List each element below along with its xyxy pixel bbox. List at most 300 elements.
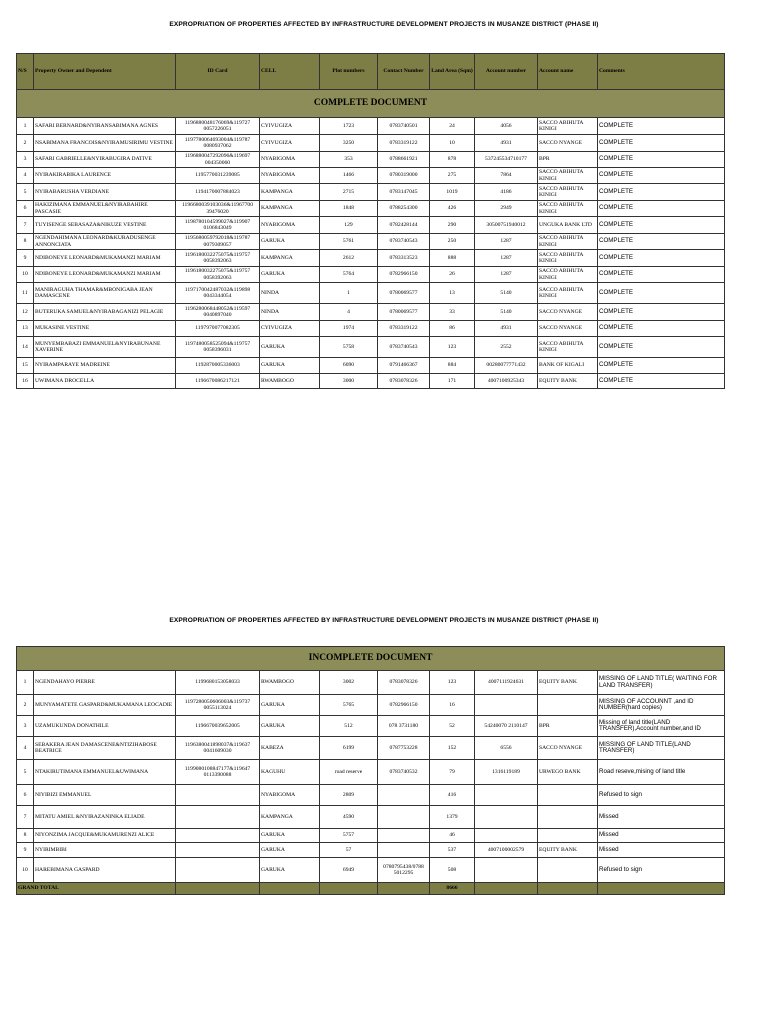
row-number: 9 — [17, 250, 34, 267]
id-card-cell: 1196680039103036&11967700 39476020 — [176, 201, 260, 217]
plot-number: 57 — [320, 843, 378, 858]
row-number: 2 — [17, 695, 34, 716]
header-comments: Comments — [598, 54, 725, 90]
comment-cell: COMPLETE — [598, 184, 725, 201]
row-number: 3 — [17, 716, 34, 737]
table-row — [17, 184, 725, 201]
account-number: 2949 — [475, 201, 538, 217]
contact-number — [378, 829, 430, 843]
contact-number: 0791466367 — [378, 358, 430, 374]
contact-number: 0783740543 — [378, 337, 430, 358]
id-card-cell: 1197780064693004&119787 0080937062 — [176, 135, 260, 152]
grand-total-label: GRAND TOTAL — [17, 883, 176, 895]
header-account-name: Account name — [538, 54, 598, 90]
comment-cell: COMPLETE — [598, 168, 725, 184]
contact-number: 0783740532 — [378, 760, 430, 785]
plot-number: 1 — [320, 283, 378, 304]
account-number — [475, 829, 538, 843]
cell-name: CYIVUGIZA — [260, 135, 320, 152]
id-card-cell: 1197280050606003&119737 0055113024 — [176, 695, 260, 716]
table-row — [17, 843, 725, 858]
cell-name: GARUKA — [260, 267, 320, 283]
table-row — [17, 217, 725, 234]
table-row — [17, 695, 725, 716]
grand-total-empty — [598, 883, 725, 895]
row-number: 14 — [17, 337, 34, 358]
plot-number: 353 — [320, 152, 378, 168]
contact-number: 0780069577 — [378, 283, 430, 304]
contact-number — [378, 843, 430, 858]
table-row — [17, 304, 725, 321]
account-number: 30500751940012 — [475, 217, 538, 234]
owner-cell: HAREBIMANA GASPARD — [34, 858, 176, 883]
owner-cell: NGENDAHAYO PIERRE — [34, 671, 176, 695]
account-name — [538, 695, 598, 716]
account-number — [475, 806, 538, 829]
contact-number: 0783319122 — [378, 321, 430, 337]
land-area: 46 — [430, 829, 475, 843]
id-card-cell: 1199680153058033 — [176, 671, 260, 695]
account-name: SACCO ABIHUTA KINIGI — [538, 168, 598, 184]
comment-cell: MISSING OF LAND TITLE(LAND TRANSFER) — [598, 737, 725, 760]
comment-cell: Refused to sign — [598, 858, 725, 883]
land-area: 24 — [430, 118, 475, 135]
owner-cell: SAFARI BERNARD&NYIRANSABIMANA AGNES — [34, 118, 176, 135]
owner-cell: UZAMUKUNDA DONATHILE — [34, 716, 176, 737]
table-row — [17, 321, 725, 337]
contact-number: 0780319000 — [378, 168, 430, 184]
comment-cell: COMPLETE — [598, 135, 725, 152]
id-card-cell: 1197970077082305 — [176, 321, 260, 337]
contact-number: 0783147045 — [378, 184, 430, 201]
account-name: SACCO ABIHUTA KINIGI — [538, 118, 598, 135]
land-area: 508 — [430, 858, 475, 883]
owner-cell: HAKIZIMANA EMMANUEL&NYIRABAHIRE PASCASIE — [34, 201, 176, 217]
cell-name: GARUKA — [260, 716, 320, 737]
row-number: 2 — [17, 135, 34, 152]
row-number: 1 — [17, 671, 34, 695]
account-name: SACCO ABIHUTA KINIGI — [538, 283, 598, 304]
cell-name: RWAMBOGO — [260, 374, 320, 389]
table-row — [17, 168, 725, 184]
comment-cell: MISSING OF ACCOUNNT ,and ID NUMBER(hard copies) — [598, 695, 725, 716]
table-row — [17, 152, 725, 168]
cell-name: RWAMBOGO — [260, 671, 320, 695]
grand-total-row — [17, 883, 725, 895]
contact-number: 0780795438/0788 5012295 — [378, 858, 430, 883]
account-number: 00280077771432 — [475, 358, 538, 374]
land-area: 426 — [430, 201, 475, 217]
land-area: 171 — [430, 374, 475, 389]
table-row — [17, 337, 725, 358]
account-number: 4007100925343 — [475, 374, 538, 389]
plot-number: 1723 — [320, 118, 378, 135]
contact-number: 0782966150 — [378, 695, 430, 716]
account-name: EQUITY BANK — [538, 671, 598, 695]
table-row — [17, 358, 725, 374]
row-number: 7 — [17, 806, 34, 829]
header-id-card: ID Card — [176, 54, 260, 90]
grand-total-empty — [475, 883, 538, 895]
plot-number: 4 — [320, 304, 378, 321]
cell-name: GARUKA — [260, 358, 320, 374]
owner-cell: NYIRAMPARAYE MADREINE — [34, 358, 176, 374]
row-number: 3 — [17, 152, 34, 168]
grand-total-value: 8666 — [430, 883, 475, 895]
plot-number: 6199 — [320, 737, 378, 760]
table-row — [17, 858, 725, 883]
comment-cell: Missed — [598, 806, 725, 829]
cell-name: KAGUHU — [260, 760, 320, 785]
table-row — [17, 135, 725, 152]
comment-cell: COMPLETE — [598, 152, 725, 168]
account-number: 2552 — [475, 337, 538, 358]
cell-name: NYABIGOMA — [260, 168, 320, 184]
land-area: 13 — [430, 283, 475, 304]
id-card-cell: 1194170007884023 — [176, 184, 260, 201]
table-row — [17, 250, 725, 267]
plot-number: 512 — [320, 716, 378, 737]
account-name — [538, 785, 598, 806]
comment-cell: COMPLETE — [598, 304, 725, 321]
comment-cell: Missed — [598, 843, 725, 858]
land-area: 290 — [430, 217, 475, 234]
land-area: 275 — [430, 168, 475, 184]
owner-cell: SEBAKERA JEAN DAMASCENE&NTIZIHABOSE BEATRICE — [34, 737, 176, 760]
owner-cell: NYIRABARUSHA VERDIANE — [34, 184, 176, 201]
land-area: 16 — [430, 695, 475, 716]
land-area: 884 — [430, 358, 475, 374]
owner-cell: NGENDAHIMANA LEONARD&KURADUSENGE ANNONCIATA — [34, 234, 176, 250]
account-number: 4931 — [475, 321, 538, 337]
account-number: 537245534710177 — [475, 152, 538, 168]
section-banner-label: INCOMPLETE DOCUMENT — [17, 647, 725, 671]
cell-name: CYIVUGIZA — [260, 118, 320, 135]
table-row — [17, 671, 725, 695]
id-card-cell: 1196670039652005 — [176, 716, 260, 737]
complete-table — [16, 53, 725, 389]
cell-name: GARUKA — [260, 234, 320, 250]
account-name: SACCO ABIHUTA KINIGI — [538, 201, 598, 217]
id-card-cell: 1196180032275075&119757 0058392063 — [176, 250, 260, 267]
comment-cell: COMPLETE — [598, 321, 725, 337]
contact-number: 0783740543 — [378, 234, 430, 250]
id-card-cell: 1196880047292096&119697 004350060 — [176, 152, 260, 168]
table-row — [17, 737, 725, 760]
plot-number: 129 — [320, 217, 378, 234]
land-area: 123 — [430, 671, 475, 695]
document-title: EXPROPRIATION OF PROPERTIES AFFECTED BY INFRASTRUCTURE DEVELOPMENT PROJECTS IN MUSANZE DISTRICT (PHASE II) — [169, 21, 599, 28]
table-row — [17, 201, 725, 217]
account-name: URWEGO BANK — [538, 760, 598, 785]
plot-number: 5765 — [320, 695, 378, 716]
land-area: 152 — [430, 737, 475, 760]
account-number — [475, 695, 538, 716]
row-number: 11 — [17, 283, 34, 304]
header-account-number: Account number — [475, 54, 538, 90]
plot-number: 6090 — [320, 358, 378, 374]
row-number: 12 — [17, 304, 34, 321]
cell-name: KAMPANGA — [260, 184, 320, 201]
cell-name: GARUKA — [260, 829, 320, 843]
land-area: 888 — [430, 250, 475, 267]
id-card-cell: 1196880048176069&119727 0057226051 — [176, 118, 260, 135]
contact-number: 0783740501 — [378, 118, 430, 135]
cell-name: GARUKA — [260, 858, 320, 883]
land-area: 1379 — [430, 806, 475, 829]
row-number: 8 — [17, 234, 34, 250]
owner-cell: MANIRAGUHA THAMAR&MBONIGABA JEAN DAMASCENE — [34, 283, 176, 304]
cell-name: GARUKA — [260, 843, 320, 858]
plot-number: 5764 — [320, 267, 378, 283]
plot-number: 1466 — [320, 168, 378, 184]
account-number: 6556 — [475, 737, 538, 760]
owner-cell: BUTERUKA SAMUEL&NYIRABAGANIZI PELAGIE — [34, 304, 176, 321]
id-card-cell — [176, 806, 260, 829]
row-number: 4 — [17, 737, 34, 760]
section-banner-label: COMPLETE DOCUMENT — [17, 90, 725, 118]
plot-number: 1974 — [320, 321, 378, 337]
grand-total-empty — [260, 883, 320, 895]
row-number: 10 — [17, 267, 34, 283]
plot-number: 5758 — [320, 337, 378, 358]
comment-cell: COMPLETE — [598, 374, 725, 389]
id-card-cell: 1195680059792018&119787 0079309057 — [176, 234, 260, 250]
land-area: 26 — [430, 267, 475, 283]
land-area: 1019 — [430, 184, 475, 201]
comment-cell: COMPLETE — [598, 250, 725, 267]
comment-cell: COMPLETE — [598, 234, 725, 250]
header-area: Land Area (Sqm) — [430, 54, 475, 90]
account-number: 54240070 2110147 — [475, 716, 538, 737]
owner-cell: NDIBONEYE LEONARD&MUKAMANZI MARIAM — [34, 267, 176, 283]
account-number: 4186 — [475, 184, 538, 201]
account-name: BPR — [538, 716, 598, 737]
plot-number: 4590 — [320, 806, 378, 829]
cell-name: KAMPANGA — [260, 806, 320, 829]
id-card-cell: 1196280068448052&119597 0040897040 — [176, 304, 260, 321]
comment-cell: COMPLETE — [598, 283, 725, 304]
row-number: 1 — [17, 118, 34, 135]
owner-cell: MUNYAMATETE GASPARD&MUKAMANA LEOCADIE — [34, 695, 176, 716]
contact-number: 078 3731180 — [378, 716, 430, 737]
cell-name: NINDA — [260, 283, 320, 304]
account-number: 5140 — [475, 283, 538, 304]
plot-number: 6949 — [320, 858, 378, 883]
comment-cell: Road reseve,mising of land title — [598, 760, 725, 785]
plot-number: 2715 — [320, 184, 378, 201]
account-number: 1287 — [475, 250, 538, 267]
owner-cell: NIYONZIMA JACQUE&MUKAMURENZI ALICE — [34, 829, 176, 843]
comment-cell: COMPLETE — [598, 358, 725, 374]
cell-name: NYABIGOMA — [260, 217, 320, 234]
account-name: SACCO ABIHUTA KINIGI — [538, 267, 598, 283]
land-area: 878 — [430, 152, 475, 168]
header-ns: N/S — [17, 54, 34, 90]
table-row — [17, 716, 725, 737]
id-card-cell: 1196380041898037&119637 0041609030 — [176, 737, 260, 760]
account-name: SACCO NYANGE — [538, 304, 598, 321]
plot-number: 1848 — [320, 201, 378, 217]
land-area: 416 — [430, 785, 475, 806]
account-name: SACCO NYANGE — [538, 135, 598, 152]
row-number: 13 — [17, 321, 34, 337]
contact-number: 0783313523 — [378, 250, 430, 267]
comment-cell: COMPLETE — [598, 267, 725, 283]
section-banner — [17, 647, 725, 671]
grand-total-empty — [320, 883, 378, 895]
comment-cell: Missing of land title(LAND TRANSFER),Account number,and ID — [598, 716, 725, 737]
table-row — [17, 374, 725, 389]
account-name: SACCO ABIHUTA KINIGI — [538, 234, 598, 250]
account-name — [538, 829, 598, 843]
id-card-cell — [176, 785, 260, 806]
contact-number — [378, 806, 430, 829]
header-plot: Plot numbers — [320, 54, 378, 90]
cell-name: NINDA — [260, 304, 320, 321]
cell-name: GARUKA — [260, 695, 320, 716]
account-number: 4056 — [475, 118, 538, 135]
account-name: BANK OF KIGALI — [538, 358, 598, 374]
row-number: 10 — [17, 858, 34, 883]
grand-total-empty — [378, 883, 430, 895]
header-row — [17, 54, 725, 90]
plot-number: road reserve — [320, 760, 378, 785]
owner-cell: UWIMANA DROCELLA — [34, 374, 176, 389]
row-number: 15 — [17, 358, 34, 374]
document-title-2: EXPROPRIATION OF PROPERTIES AFFECTED BY INFRASTRUCTURE DEVELOPMENT PROJECTS IN MUSANZE DISTRICT (PHASE II) — [169, 617, 599, 624]
cell-name: CYIVUGIZA — [260, 321, 320, 337]
plot-number: 2612 — [320, 250, 378, 267]
owner-cell: NYIRAKIRABIKA LAURENCE — [34, 168, 176, 184]
account-number: 5140 — [475, 304, 538, 321]
table-row — [17, 760, 725, 785]
row-number: 9 — [17, 843, 34, 858]
row-number: 5 — [17, 184, 34, 201]
owner-cell: MITATU AMIEL &NYIRAZANINKA ELIADE — [34, 806, 176, 829]
plot-number: 3250 — [320, 135, 378, 152]
comment-cell: Missed — [598, 829, 725, 843]
comment-cell: COMPLETE — [598, 201, 725, 217]
comment-cell: COMPLETE — [598, 118, 725, 135]
header-cell: CELL — [260, 54, 320, 90]
owner-cell: TUYISENGE SEBASAZA&NIKUZE VESTINE — [34, 217, 176, 234]
section-banner — [17, 90, 725, 118]
owner-cell: MUKASINE VESTINE — [34, 321, 176, 337]
land-area: 86 — [430, 321, 475, 337]
land-area: 79 — [430, 760, 475, 785]
id-card-cell: 1196670086217121 — [176, 374, 260, 389]
table-row — [17, 118, 725, 135]
cell-name: KAMPANGA — [260, 201, 320, 217]
id-card-cell: 1197480058525094&119757 0058396031 — [176, 337, 260, 358]
owner-cell: SAFARI GABRIELLE&NYIRABUGIRA DATIVE — [34, 152, 176, 168]
id-card-cell: 1198780104599027&119907 0106843049 — [176, 217, 260, 234]
account-number: 1287 — [475, 234, 538, 250]
contact-number: 0787753228 — [378, 737, 430, 760]
cell-name: KAMPANGA — [260, 250, 320, 267]
account-name: UNGUKA BANK LTD — [538, 217, 598, 234]
grand-total-empty — [538, 883, 598, 895]
plot-number: 5761 — [320, 234, 378, 250]
table-row — [17, 283, 725, 304]
table-row — [17, 806, 725, 829]
contact-number: 0783078326 — [378, 671, 430, 695]
contact-number: 0782428144 — [378, 217, 430, 234]
account-name: SACCO ABIHUTA KINIGI — [538, 184, 598, 201]
contact-number: 0788661921 — [378, 152, 430, 168]
cell-name: KABEZA — [260, 737, 320, 760]
account-number: 7864 — [475, 168, 538, 184]
row-number: 6 — [17, 201, 34, 217]
account-number: 4007111924631 — [475, 671, 538, 695]
table-row — [17, 785, 725, 806]
header-contact: Contact Number — [378, 54, 430, 90]
row-number: 7 — [17, 217, 34, 234]
plot-number: 3000 — [320, 374, 378, 389]
account-number: 4007100002579 — [475, 843, 538, 858]
plot-number: 5757 — [320, 829, 378, 843]
land-area: 537 — [430, 843, 475, 858]
row-number: 5 — [17, 760, 34, 785]
id-card-cell: 1192870005336003 — [176, 358, 260, 374]
owner-cell: NSABIMANA FRANCOIS&NYIRAMUSIRIMU VESTINE — [34, 135, 176, 152]
row-number: 4 — [17, 168, 34, 184]
id-card-cell: 1199080108847177&119647 0113390088 — [176, 760, 260, 785]
land-area: 123 — [430, 337, 475, 358]
id-card-cell: 1197170042487032&119898 0043344054 — [176, 283, 260, 304]
contact-number — [378, 785, 430, 806]
comment-cell: COMPLETE — [598, 217, 725, 234]
contact-number: 0783319122 — [378, 135, 430, 152]
owner-cell: MUNYEMBABAZI EMMANUEL&NYIRABUNANE XAVERINE — [34, 337, 176, 358]
account-name — [538, 858, 598, 883]
account-number: 1287 — [475, 267, 538, 283]
account-name: BPR — [538, 152, 598, 168]
account-name: SACCO ABIHUTA KINIGI — [538, 337, 598, 358]
account-name: SACCO NYANGE — [538, 321, 598, 337]
cell-name: GARUKA — [260, 337, 320, 358]
table-row — [17, 267, 725, 283]
owner-cell: NDIBONEYE LEONARD&MUKAMANZI MARIAM — [34, 250, 176, 267]
cell-name: NYABIGOMA — [260, 152, 320, 168]
account-name: SACCO NYANGE — [538, 737, 598, 760]
id-card-cell: 1196180032275075&119757 0058392063 — [176, 267, 260, 283]
contact-number: 0782966150 — [378, 267, 430, 283]
account-number: 4931 — [475, 135, 538, 152]
account-name: SACCO ABIHUTA KINIGI — [538, 250, 598, 267]
contact-number: 0780069577 — [378, 304, 430, 321]
row-number: 16 — [17, 374, 34, 389]
id-card-cell — [176, 858, 260, 883]
table-row — [17, 234, 725, 250]
row-number: 8 — [17, 829, 34, 843]
land-area: 250 — [430, 234, 475, 250]
account-name — [538, 806, 598, 829]
comment-cell: MISSING OF LAND TITLE( WAITING FOR LAND TRANSFER) — [598, 671, 725, 695]
plot-number: 2809 — [320, 785, 378, 806]
cell-name: NYABIGOMA — [260, 785, 320, 806]
contact-number: 0788254300 — [378, 201, 430, 217]
land-area: 52 — [430, 716, 475, 737]
comment-cell: COMPLETE — [598, 337, 725, 358]
id-card-cell: 1195770031239085 — [176, 168, 260, 184]
owner-cell: NTAKIRUTIMANA EMMANUEL&UWIMANA — [34, 760, 176, 785]
land-area: 10 — [430, 135, 475, 152]
comment-cell: Refused to sign — [598, 785, 725, 806]
header-owner: Property Owner and Dependent — [34, 54, 176, 90]
incomplete-table — [16, 646, 725, 895]
